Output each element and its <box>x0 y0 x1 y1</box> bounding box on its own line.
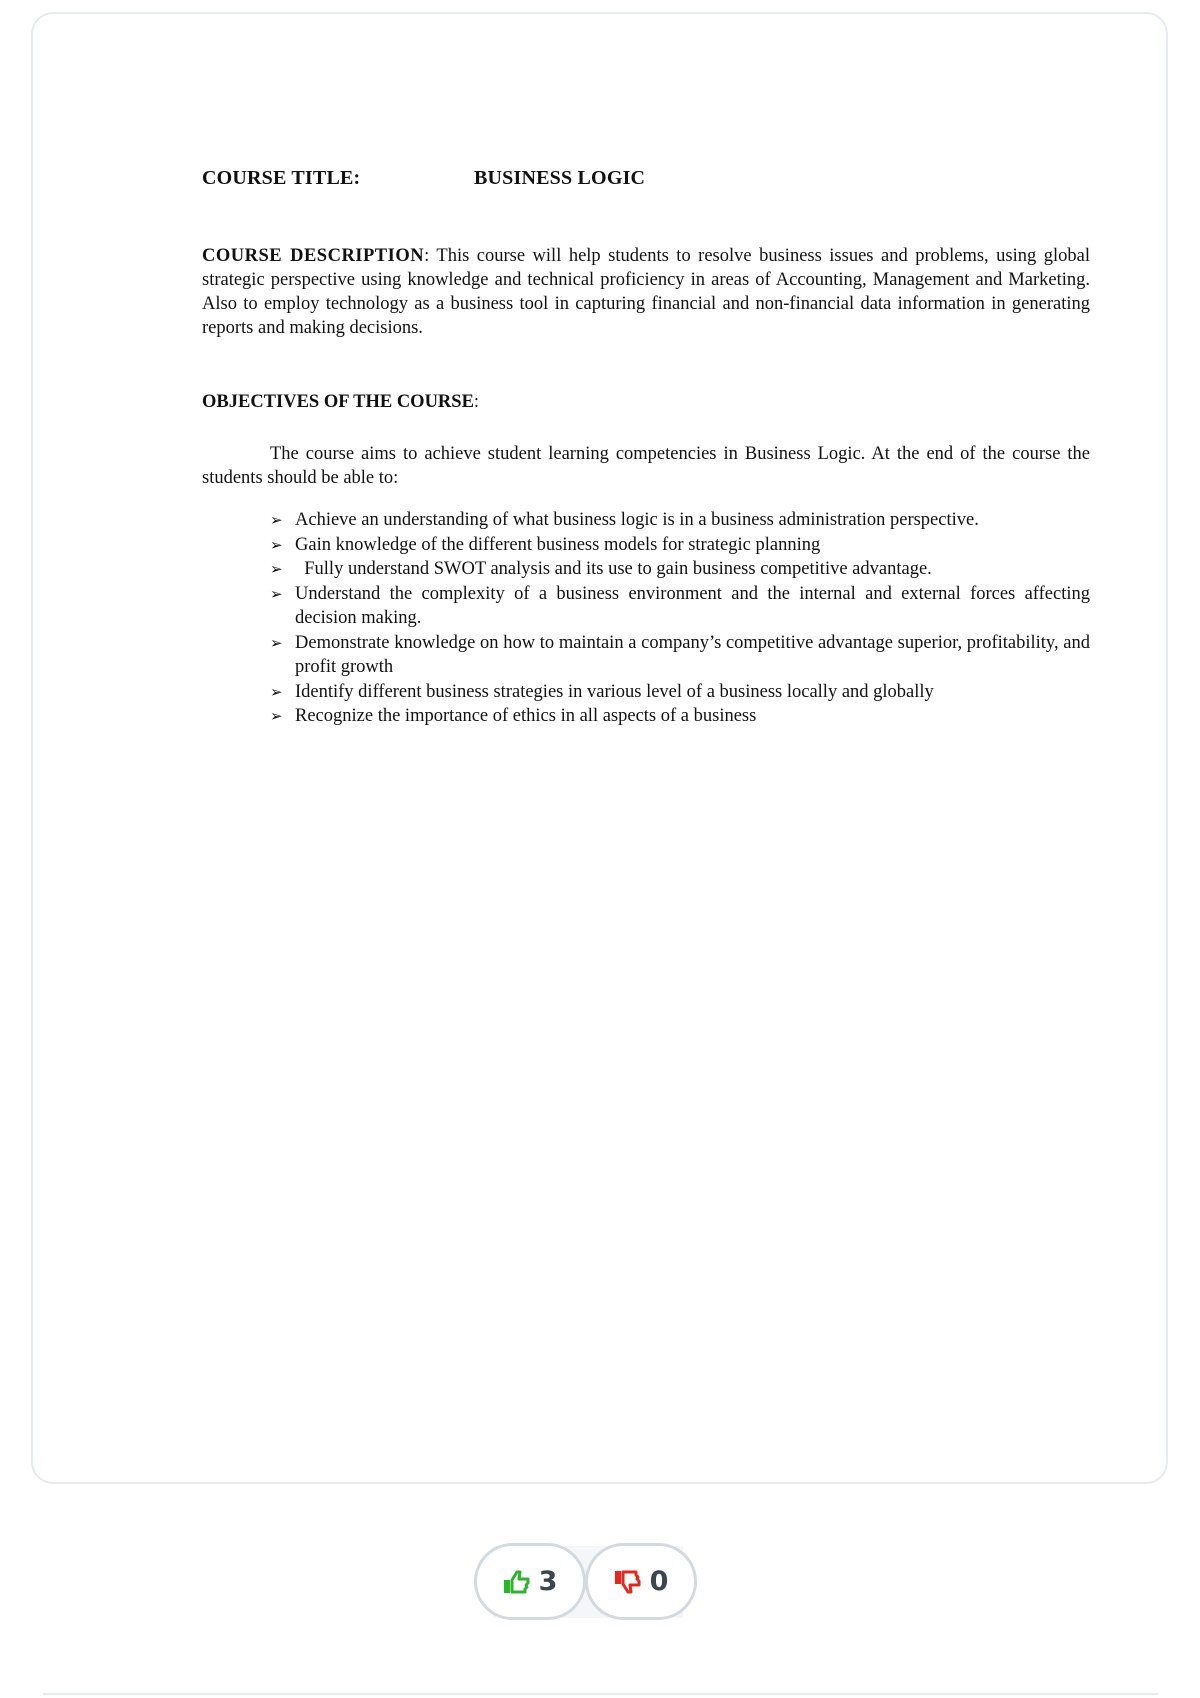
course-title-row <box>202 166 645 190</box>
arrow-bullet-icon: ➢ <box>270 707 283 725</box>
objective-item <box>270 533 1090 558</box>
objective-text: Achieve an understanding of what business logic is in a business administration perspective. <box>295 510 979 530</box>
objectives-heading-text: OBJECTIVES OF THE COURSE <box>202 392 474 412</box>
thumbs-down-icon <box>614 1569 642 1595</box>
document-card <box>31 12 1168 1484</box>
objective-item <box>270 680 1090 705</box>
objectives-list <box>270 508 1090 729</box>
dislike-button[interactable] <box>585 1543 697 1620</box>
objective-text: Fully understand SWOT analysis and its use to gain business competitive advantage. <box>295 559 932 579</box>
arrow-bullet-icon: ➢ <box>270 584 283 603</box>
objective-item <box>270 508 1090 533</box>
objective-text: Understand the complexity of a business environment and the internal and external forces affecting decision making. <box>295 583 1090 628</box>
course-title-value: BUSINESS LOGIC <box>474 167 646 189</box>
arrow-bullet-icon: ➢ <box>270 682 283 701</box>
objective-text: Identify different business strategies in various level of a business locally and globally <box>295 681 934 702</box>
course-description-text: : This course will help students to resolve business issues and problems, using global strategic perspective using knowledge and technical proficiency in areas of Accounting, Management and Marketing. Also to employ technology as a business tool in capturing financial and non-financial data information in generating reports and making decisions. <box>202 246 1090 338</box>
course-description-label: COURSE DESCRIPTION <box>202 246 425 266</box>
objectives-heading <box>202 390 479 414</box>
like-count: 3 <box>538 1566 558 1597</box>
like-button[interactable] <box>474 1543 586 1620</box>
arrow-bullet-icon: ➢ <box>270 633 283 652</box>
objective-text: Demonstrate knowledge on how to maintain a company’s competitive advantage superior, profitability, and profit growth <box>295 632 1090 677</box>
dislike-count: 0 <box>649 1566 669 1597</box>
objective-item <box>270 631 1090 680</box>
arrow-bullet-icon: ➢ <box>270 535 283 554</box>
objectives-heading-colon: : <box>473 392 480 412</box>
objective-item <box>270 582 1090 631</box>
objective-item <box>270 557 1090 582</box>
course-description <box>202 244 1090 340</box>
thumbs-up-icon <box>503 1569 531 1595</box>
objective-text: Gain knowledge of the different business models for strategic planning <box>295 534 821 555</box>
objective-item <box>270 704 1090 729</box>
course-title-label: COURSE TITLE: <box>202 167 361 189</box>
next-card-edge <box>43 1693 1158 1695</box>
objective-text: Recognize the importance of ethics in all aspects of a business <box>295 706 757 726</box>
arrow-bullet-icon: ➢ <box>270 560 283 578</box>
objectives-intro: The course aims to achieve student learning competencies in Business Logic. At the end of the course the students should be able to: <box>202 444 1090 488</box>
arrow-bullet-icon: ➢ <box>270 511 283 529</box>
